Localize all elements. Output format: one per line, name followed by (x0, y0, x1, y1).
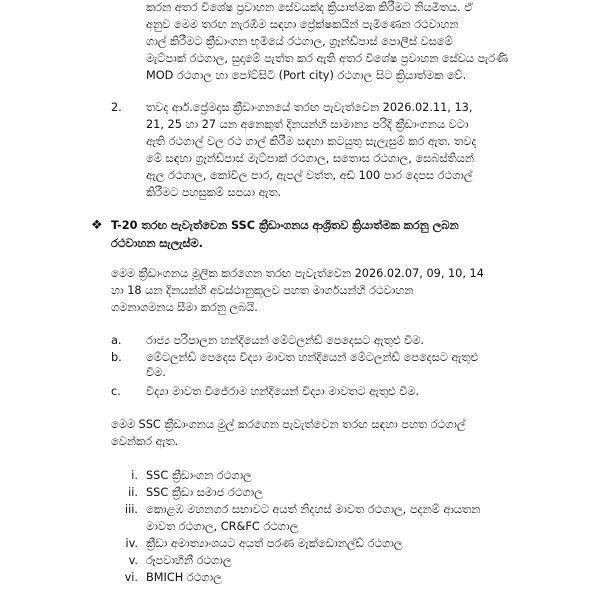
list-item: රූපවාහිනී රථගාල (146, 554, 232, 567)
list-item: BMICH රථගාල (146, 571, 222, 584)
list-item: වීම. (146, 366, 166, 379)
text-line: අනුව මෙම තරඟ නැරඹීම සඳහා ප්‍රේක්ෂකයින් පැමිණෙන රථවාහන (146, 18, 459, 31)
text-line: 21, 25 හා 27 යන අනෙකුත් දිනයන්හි සාමාන්‍ය පරිදි ක්‍රීඩාංගනය වටා (146, 118, 469, 131)
list-item: ක්‍රීඩා අමාත්‍යාංශයට අයත් පරණ මැක්ඩොනල්ඩ් රථගාල (146, 537, 403, 550)
list-item: SSC ක්‍රීඩාංගන රථගාල (146, 469, 252, 482)
text-line: හා 18 යන දිනයන්හි අවස්ථානුකූලව පහත මාර්ගයන්හි රථවාහන (111, 284, 414, 297)
heading-line: රථවාහන සැලැස්ම. (111, 237, 203, 250)
text-line: කරන අතර විශේෂ ප්‍රවාහන සේවයක්ද ක්‍රියාත්මක කිරීමට නියමිතය. ඒ (146, 1, 473, 14)
list-marker: b. (111, 351, 122, 364)
text-line: තවද ආර්.ප්‍රේමදාස ක්‍රීඩාංගනයේ තරඟ පැවැත්වෙන 2026.02.11, 13, (146, 101, 473, 114)
list-marker: vi. (124, 571, 138, 584)
diamond-bullet-icon: ❖ (91, 218, 103, 233)
text-line: මේ සඳහා ග්‍රෑන්ඩ්පාස් මැට්පාක් රථගාල, සතොස රථගාල, සෙබස්තියන් (146, 152, 474, 165)
text-line: ඇති රථගාල් වල රථ ගාල් කිරීම සඳහා කටයුතු සැලැසුම් කර ඇත. තවද (146, 135, 477, 148)
list-marker: c. (111, 385, 121, 398)
list-marker: iv. (125, 537, 138, 550)
list-item: විද්‍යා මාවත විජේරාම හන්දියෙන් විද්‍යා මාවතට ඇතුළු වීම. (146, 385, 420, 398)
list-marker: ii. (128, 486, 138, 499)
list-item: රාජ්‍ය පරිපාලන හන්දියෙන් මේටලන්ඩ් පෙදෙසට ඇතුළු වීම. (146, 334, 424, 347)
text-line: කිරීමට පහසුකම් සපයා ඇත. (146, 186, 282, 199)
list-item: SSC ක්‍රීඩා සමාජ රථගාල (146, 486, 263, 499)
text-line: ගමනාගමනය සීමා කරනු ලබයි. (111, 301, 258, 314)
text-line: මෙම ක්‍රීඩාංගනය මූලික කරගෙන තරඟ පැවැත්වෙන 2026.02.07, 09, 10, 14 (111, 267, 484, 280)
text-line: මැට්පාක් රථගාල, සුදාමේ පැත්ත කර ඇති අතර විශේෂ ප්‍රවාහන සේවය පැරණි (146, 52, 508, 65)
list-item: මේටලන්ඩ් පෙදෙස විද්‍යා මාවත හන්දියෙන් මේටලන්ඩ් පෙදෙසට ඇතුළු (146, 351, 479, 364)
list-marker: i. (131, 469, 138, 482)
list-marker: v. (128, 554, 138, 567)
heading-line: T-20 තරඟ පැවැත්වෙන SSC ක්‍රීඩාංගනය ආශ්‍රිතව ක්‍රියාත්මක කරනු ලබන (111, 219, 459, 232)
text-line: මෙම SSC ක්‍රීඩාංගනය මුල් කරගෙන පැවැත්වෙන තරඟ සඳහා පහත රථගාල් (111, 418, 466, 431)
list-item: මාවත රථගාල, CR&FC රථගාල (146, 520, 299, 533)
text-line: වෙන්කර ඇත. (111, 435, 179, 448)
list-marker: iii. (124, 503, 138, 516)
list-item: කොළඹ මහනගර සභාවට අයත් නිදහස් මාවත රථගාල, පදනම් ආයතන (146, 503, 481, 516)
item-number: 2. (111, 101, 122, 114)
text-line: ඇල රථගාල, කෝවිල පාර, ඇපල් වත්ත, අඩි 100 පාර දෙපස රථගාල් (146, 169, 473, 182)
text-line: MOD රථගාල හා පෝට්සිටි (Port city) රථගාල සිට ක්‍රියාත්මක වේ. (146, 69, 467, 82)
text-line: ගාල් කිරීමට ක්‍රීඩාංගන භූමියේ රථගාල, ග්‍රෑන්ඩ්පාස් පොලිස් වසමේ (146, 35, 453, 48)
list-marker: a. (111, 334, 122, 347)
